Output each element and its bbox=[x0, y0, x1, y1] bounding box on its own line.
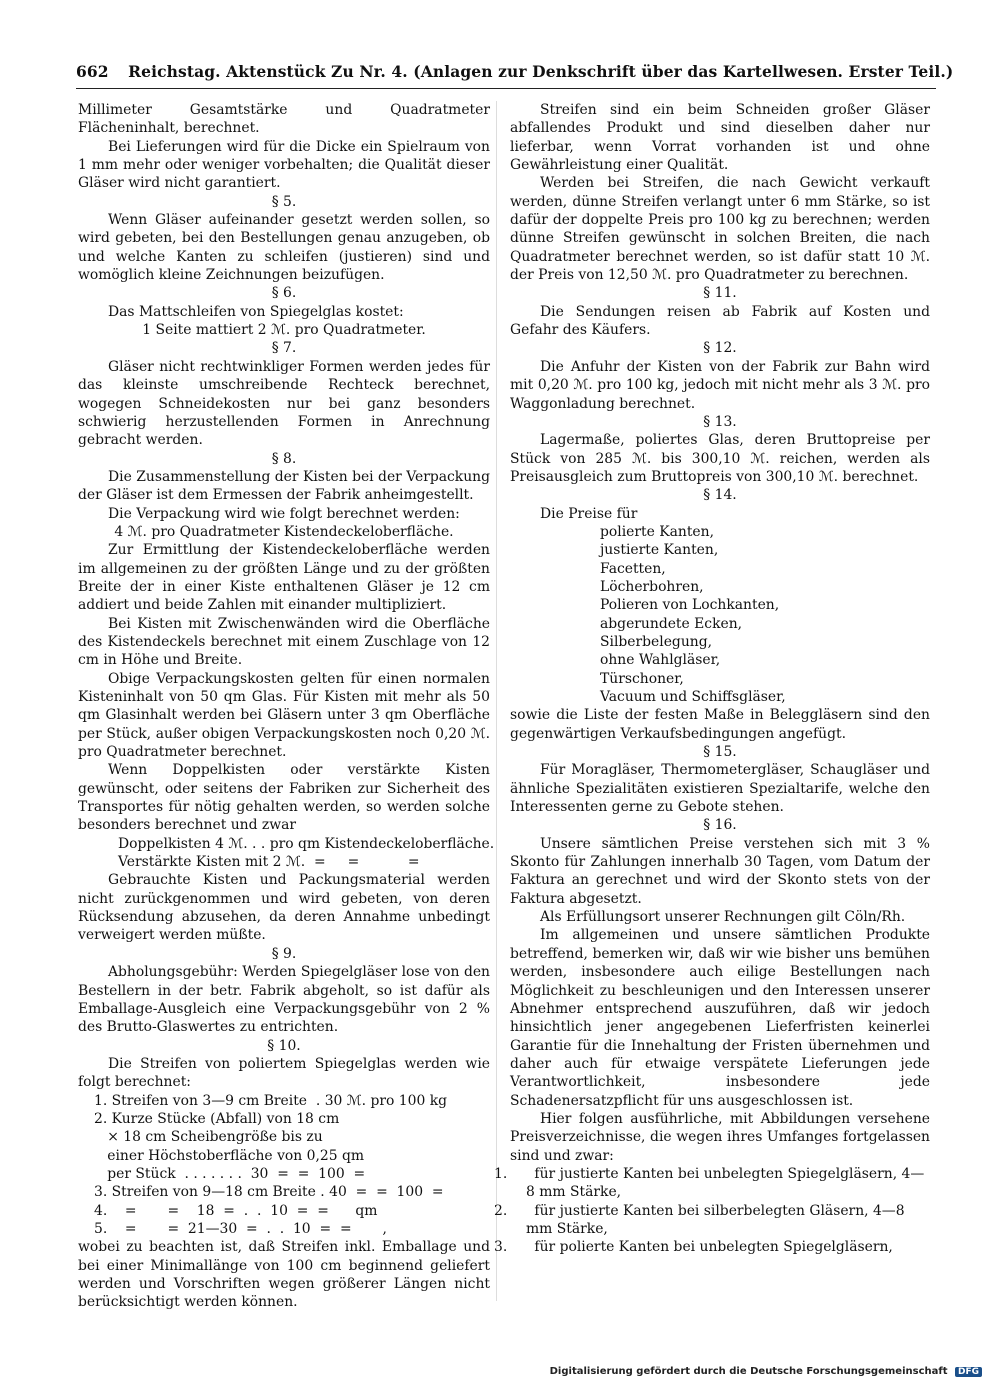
section-heading-9: § 9. bbox=[271, 945, 297, 962]
left-column bbox=[78, 101, 495, 1312]
paragraph: Die Anfuhr der Kisten von der Fabrik zur Bahn wird mit 0,20 ℳ. pro 100 kg, jedoch mit nicht mehr als 3 ℳ. pro Waggonladung berechnet. bbox=[510, 358, 930, 412]
paragraph: Die Sendungen reisen ab Fabrik auf Kosten und Gefahr des Käufers. bbox=[510, 303, 930, 339]
running-title: Reichstag. Aktenstück Zu Nr. 4. (Anlagen zur Denkschrift über das Kartellwesen. Erster Teil.) bbox=[128, 62, 954, 81]
paragraph: Bei Kisten mit Zwischenwänden wird die Oberfläche des Kistendeckels berechnet mit einem Zuschlage von 12 cm in Höhe und Breite. bbox=[78, 615, 490, 669]
price-table-row: 4. = = 18 = . . 10 = = qm bbox=[94, 1202, 378, 1219]
section-heading-15: § 15. bbox=[703, 744, 737, 761]
section-heading-6: § 6. bbox=[271, 285, 297, 302]
price-table-row: einer Höchstoberfläche von 0,25 qm bbox=[94, 1147, 365, 1164]
paragraph: Gebrauchte Kisten und Packungsmaterial werden nicht zurückgenommen und wird gebeten, von deren Rücksendung abzusehen, da deren Annahme unbedingt verweigert werden müßte. bbox=[78, 872, 490, 944]
list-item: polierte Kanten, bbox=[600, 523, 714, 540]
item-text: für polierte Kanten bei unbelegten Spiegelgläsern, bbox=[534, 1239, 893, 1256]
paragraph: Gläser nicht rechtwinkliger Formen werden jedes für das kleinste umschreibende Rechteck berechnet, wogegen Schneidekosten nur bei ganz besonders schwierig herzustellenden Formen in Anrechnung gebracht werden. bbox=[78, 358, 490, 449]
price-table-row: 5. = = 21—30 = . . 10 = = , bbox=[94, 1220, 387, 1237]
price-row: Doppelkisten 4 ℳ. . . pro qm Kistendeckeloberfläche. bbox=[118, 835, 495, 852]
paragraph: Abholungsgebühr: Werden Spiegelgläser lose von den Bestellern in der betr. Fabrik abgeholt, so ist dafür als Emballage-Ausgleich eine Verpackungsgebühr von 2 % des Brutto-Glaswertes zu entrichten. bbox=[78, 964, 490, 1036]
item-number: 1. bbox=[494, 1165, 508, 1182]
section-heading-5: § 5. bbox=[271, 193, 297, 210]
list-item: Polieren von Lochkanten, bbox=[600, 597, 780, 614]
numbered-item bbox=[494, 1165, 930, 1202]
numbered-item bbox=[494, 1202, 930, 1239]
paragraph: wobei zu beachten ist, daß Streifen inkl. Emballage und bei einer Minimallänge von 100 cm beginnend geliefert werden und Vorschriften wegen größerer Längen nicht berücksichtigt werden können. bbox=[78, 1239, 490, 1311]
paragraph: Streifen sind ein beim Schneiden großer Gläser abfallendes Produkt und sind dieselben daher nur lieferbar, wenn Vorrat vorhanden ist und ohne Gewährleistung einer Qualität. bbox=[510, 102, 930, 174]
item-number: 2. bbox=[494, 1202, 508, 1219]
paragraph: Lagermaße, poliertes Glas, deren Bruttopreise per Stück von 285 ℳ. bis 300,10 ℳ. reichen, werden als Preisausgleich zum Bruttopreis von 300,10 ℳ. berechnet. bbox=[510, 432, 930, 485]
price-line: 4 ℳ. pro Quadratmeter Kistendeckeloberfläche. bbox=[114, 523, 454, 540]
paragraph: Die Preise für bbox=[540, 505, 638, 522]
page-header bbox=[76, 62, 954, 89]
paragraph: Wenn Doppelkisten oder verstärkte Kisten gewünscht, oder seitens der Fabriken zur Sicherheit des Transportes für nötig gehalten werden, so werden solche besonders berechnet und zwar bbox=[78, 762, 490, 834]
list-item: justierte Kanten, bbox=[600, 542, 719, 559]
page-number: 662 bbox=[76, 62, 109, 81]
paragraph: Werden bei Streifen, die nach Gewicht verkauft werden, dünne Streifen verlangt unter 6 mm Stärke, so ist dafür der doppelte Preis pro 100 kg zu berechnen; werden dünne Streifen gewünscht in solchen Breiten, die nach Quadratmeter berechnet werden, so ist dafür statt 10 ℳ. der Preis von 12,50 ℳ. pro Quadratmeter zu berechnen. bbox=[510, 175, 930, 284]
price-table-row: 2. Kurze Stücke (Abfall) von 18 cm bbox=[94, 1110, 340, 1127]
item-number: 3. bbox=[494, 1239, 508, 1256]
paragraph: Hier folgen ausführliche, mit Abbildungen versehene Preisverzeichnisse, die wegen ihres Umfanges fortgelassen sind und zwar: bbox=[510, 1110, 930, 1164]
price-table-row: × 18 cm Scheibengröße bis zu bbox=[94, 1129, 323, 1146]
price-line: 1 Seite mattiert 2 ℳ. pro Quadratmeter. bbox=[142, 322, 426, 339]
item-text: für justierte Kanten bei unbelegten Spiegelgläsern, 4—8 mm Stärke, bbox=[526, 1165, 925, 1201]
list-item: Löcherbohren, bbox=[600, 578, 704, 595]
right-column bbox=[494, 101, 930, 1257]
paragraph: Das Mattschleifen von Spiegelglas kostet: bbox=[108, 303, 404, 320]
paragraph: Die Verpackung wird wie folgt berechnet werden: bbox=[108, 505, 460, 522]
section-heading-10: § 10. bbox=[267, 1037, 301, 1054]
paragraph: Als Erfüllungsort unserer Rechnungen gilt Cöln/Rh. bbox=[540, 909, 906, 926]
dfg-logo: DFG bbox=[955, 1367, 982, 1377]
list-item: Facetten, bbox=[600, 560, 666, 577]
section-heading-12: § 12. bbox=[703, 340, 737, 357]
price-table-row: 1. Streifen von 3—9 cm Breite . 30 ℳ. pro 100 kg bbox=[94, 1092, 448, 1109]
list-item: Vacuum und Schiffsgläser, bbox=[600, 689, 786, 705]
paragraph: Millimeter Gesamtstärke und Quadratmeter Flächeninhalt, berechnet. bbox=[78, 102, 490, 137]
list-item: abgerundete Ecken, bbox=[600, 615, 743, 632]
paragraph: Obige Verpackungskosten gelten für einen normalen Kisteninhalt von 50 qm Glas. Für Kisten mit mehr als 50 qm Glasinhalt werden bei Gläsern unter 3 qm Oberfläche per Stück, außer obigen Verpackungskosten noch 0,20 ℳ. pro Quadratmeter berechnet. bbox=[78, 670, 490, 761]
column-divider bbox=[496, 101, 497, 1301]
list-item: Türschoner, bbox=[600, 670, 684, 687]
item-text: für justierte Kanten bei silberbelegten Gläsern, 4—8 mm Stärke, bbox=[526, 1202, 905, 1237]
section-heading-8: § 8. bbox=[271, 450, 297, 467]
section-heading-11: § 11. bbox=[703, 285, 737, 302]
paragraph: Unsere sämtlichen Preise verstehen sich mit 3 % Skonto für Zahlungen innerhalb 30 Tagen, vom Datum der Faktura an gerechnet und wird der Skonto stets von der Faktura abgesetzt. bbox=[510, 835, 930, 907]
digitization-credit bbox=[550, 1366, 982, 1377]
paragraph: sowie die Liste der festen Maße in Beleggläsern sind den gegenwärtigen Verkaufsbedingungen angefügt. bbox=[510, 707, 930, 742]
paragraph: Wenn Gläser aufeinander gesetzt werden sollen, so wird gebeten, bei den Bestellungen genau anzugeben, ob und welche Kanten zu schleifen (justieren) sind und womöglich kleine Zeichnungen beizufügen. bbox=[78, 212, 490, 284]
numbered-item bbox=[494, 1238, 930, 1256]
price-row: Verstärkte Kisten mit 2 ℳ. = = = bbox=[118, 854, 420, 871]
list-item: Silberbelegung, bbox=[600, 633, 713, 650]
paragraph: Für Moragläser, Thermometergläser, Schaugläser und ähnliche Spezialitäten existieren Spezialtarife, welche den Interessenten gerne zu Gebote stehen. bbox=[510, 762, 930, 816]
paragraph: Im allgemeinen und unsere sämtlichen Produkte betreffend, bemerken wir, daß wir wie bisher uns bemühen werden, insbesondere auch eilige Bestellungen nach Möglichkeit zu beschleunigen und den Interessen unserer Abnehmer entsprechend auszuführen, daß wir jedoch hinsichtlich jener angegebenen Lieferfristen keinerlei Garantie für die Innehaltung der Fristen übernehmen und daher auch für etwaige verspätete Lieferungen jede Verantwortlichkeit, insbesondere jede Schadenersatzpflicht für uns ausgeschlossen ist. bbox=[510, 927, 930, 1109]
paragraph: Die Streifen von poliertem Spiegelglas werden wie folgt berechnet: bbox=[78, 1055, 490, 1091]
section-heading-14: § 14. bbox=[703, 487, 737, 504]
list-item: ohne Wahlgläser, bbox=[600, 652, 721, 669]
paragraph: Bei Lieferungen wird für die Dicke ein Spielraum von 1 mm mehr oder weniger vorbehalten; die Qualität dieser Gläser wird nicht garantiert. bbox=[78, 138, 490, 192]
credit-text: Digitalisierung gefördert durch die Deutsche Forschungsgemeinschaft bbox=[549, 1366, 948, 1377]
section-heading-16: § 16. bbox=[703, 817, 737, 834]
paragraph: Die Zusammenstellung der Kisten bei der Verpackung der Gläser ist dem Ermessen der Fabrik anheimgestellt. bbox=[78, 468, 490, 504]
paragraph: Zur Ermittlung der Kistendeckeloberfläche werden im allgemeinen zu der größten Länge und zu der größten Breite der in einer Kiste enthaltenen Gläser je 12 cm addiert und beide Zahlen mit einander multipliziert. bbox=[78, 542, 490, 614]
price-table-row: per Stück . . . . . . . 30 = = 100 = bbox=[94, 1165, 366, 1182]
section-heading-13: § 13. bbox=[703, 413, 737, 430]
section-heading-7: § 7. bbox=[271, 340, 297, 357]
price-table-row: 3. Streifen von 9—18 cm Breite . 40 = = 100 = bbox=[94, 1184, 444, 1201]
